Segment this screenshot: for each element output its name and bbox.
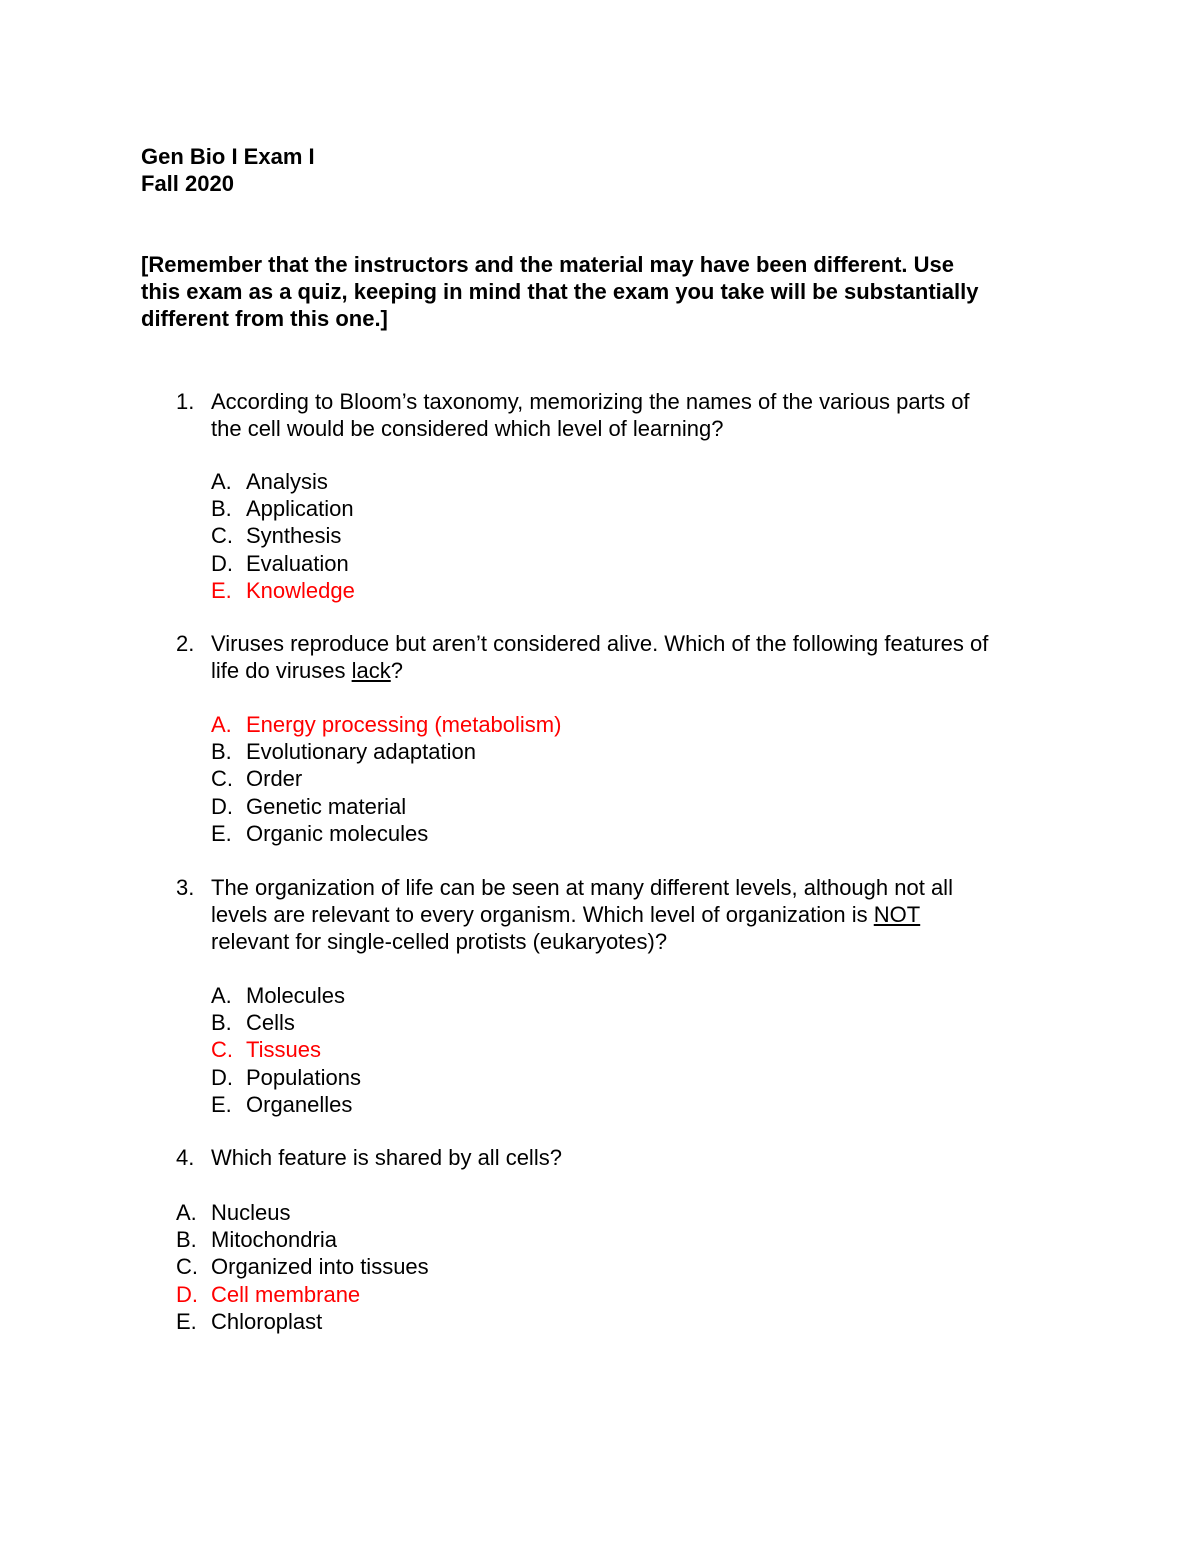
- question-text: [211, 874, 1071, 955]
- question-line-text: life do viruses: [211, 658, 352, 683]
- option-text: Order: [246, 766, 303, 792]
- note-line: different from this one.]: [141, 306, 388, 331]
- option-text: Molecules: [246, 983, 346, 1008]
- question-line: Viruses reproduce but aren’t considered alive. Which of the following features of: [211, 631, 989, 656]
- exam-note: [141, 251, 1051, 332]
- option-text: Organized into tissues: [211, 1254, 429, 1280]
- option-text: Synthesis: [246, 523, 342, 549]
- question-line: According to Bloom’s taxonomy, memorizing the names of the various parts of: [211, 389, 970, 414]
- option-text: Evolutionary adaptation: [246, 739, 476, 765]
- option-letter: D.: [211, 793, 233, 819]
- underlined-word: NOT: [873, 902, 921, 927]
- option-letter: E.: [176, 1308, 197, 1334]
- option-letter: B.: [176, 1227, 197, 1253]
- question-text: [211, 1144, 1071, 1171]
- option-letter: D.: [176, 1281, 198, 1307]
- question-line: [211, 901, 1071, 928]
- option-letter: A.: [176, 1200, 197, 1225]
- option-text: Populations: [246, 1064, 361, 1090]
- option-letter: B.: [211, 1010, 232, 1036]
- option-text: Genetic material: [246, 793, 407, 819]
- question-text: [211, 388, 1071, 442]
- option-letter: A.: [211, 469, 232, 494]
- exam-term: Fall 2020: [141, 171, 234, 196]
- option-letter: E.: [211, 577, 232, 603]
- option-text: Analysis: [246, 469, 328, 494]
- option-text: Evaluation: [246, 550, 349, 576]
- question-number: 2.: [176, 631, 195, 656]
- option-text: Organic molecules: [246, 820, 429, 846]
- option-letter: D.: [211, 550, 233, 576]
- question-line-text: ?: [390, 658, 403, 683]
- question-line: the cell would be considered which level of learning?: [211, 416, 724, 441]
- question-line: relevant for single-celled protists (eukaryotes)?: [211, 929, 668, 954]
- option-text: Application: [246, 496, 354, 522]
- note-line: this exam as a quiz, keeping in mind that the exam you take will be substantially: [141, 279, 979, 304]
- option-text: Knowledge: [246, 577, 355, 603]
- option-text: Cells: [246, 1010, 295, 1036]
- option-letter: C.: [211, 1037, 233, 1063]
- question-text: [211, 630, 1071, 684]
- option-letter: C.: [211, 523, 233, 549]
- option-letter: C.: [176, 1254, 198, 1280]
- option-letter: A.: [211, 712, 232, 737]
- option-letter: E.: [211, 1091, 232, 1117]
- question-number: 4.: [176, 1145, 195, 1170]
- option-text: Chloroplast: [211, 1308, 323, 1334]
- option-text: Mitochondria: [211, 1227, 337, 1253]
- option-text: Energy processing (metabolism): [246, 712, 562, 737]
- option-letter: B.: [211, 496, 232, 522]
- question-line: The organization of life can be seen at many different levels, although not all: [211, 875, 953, 900]
- option-letter: C.: [211, 766, 233, 792]
- option-letter: B.: [211, 739, 232, 765]
- option-text: Organelles: [246, 1091, 353, 1117]
- option-text: Tissues: [246, 1037, 321, 1063]
- note-line: [Remember that the instructors and the material may have been different. Use: [141, 252, 955, 277]
- option-text: Nucleus: [211, 1200, 291, 1225]
- question-number: 3.: [176, 875, 195, 900]
- option-text: Cell membrane: [211, 1281, 361, 1307]
- question-number: 1.: [176, 389, 195, 414]
- underlined-word: lack: [351, 658, 391, 683]
- option-letter: E.: [211, 820, 232, 846]
- question-line: [211, 657, 1071, 684]
- exam-title: Gen Bio I Exam I: [141, 144, 315, 169]
- question-line-text: levels are relevant to every organism. Which level of organization is: [211, 902, 874, 927]
- option-letter: D.: [211, 1064, 233, 1090]
- option-letter: A.: [211, 983, 232, 1008]
- question-line: Which feature is shared by all cells?: [211, 1145, 562, 1170]
